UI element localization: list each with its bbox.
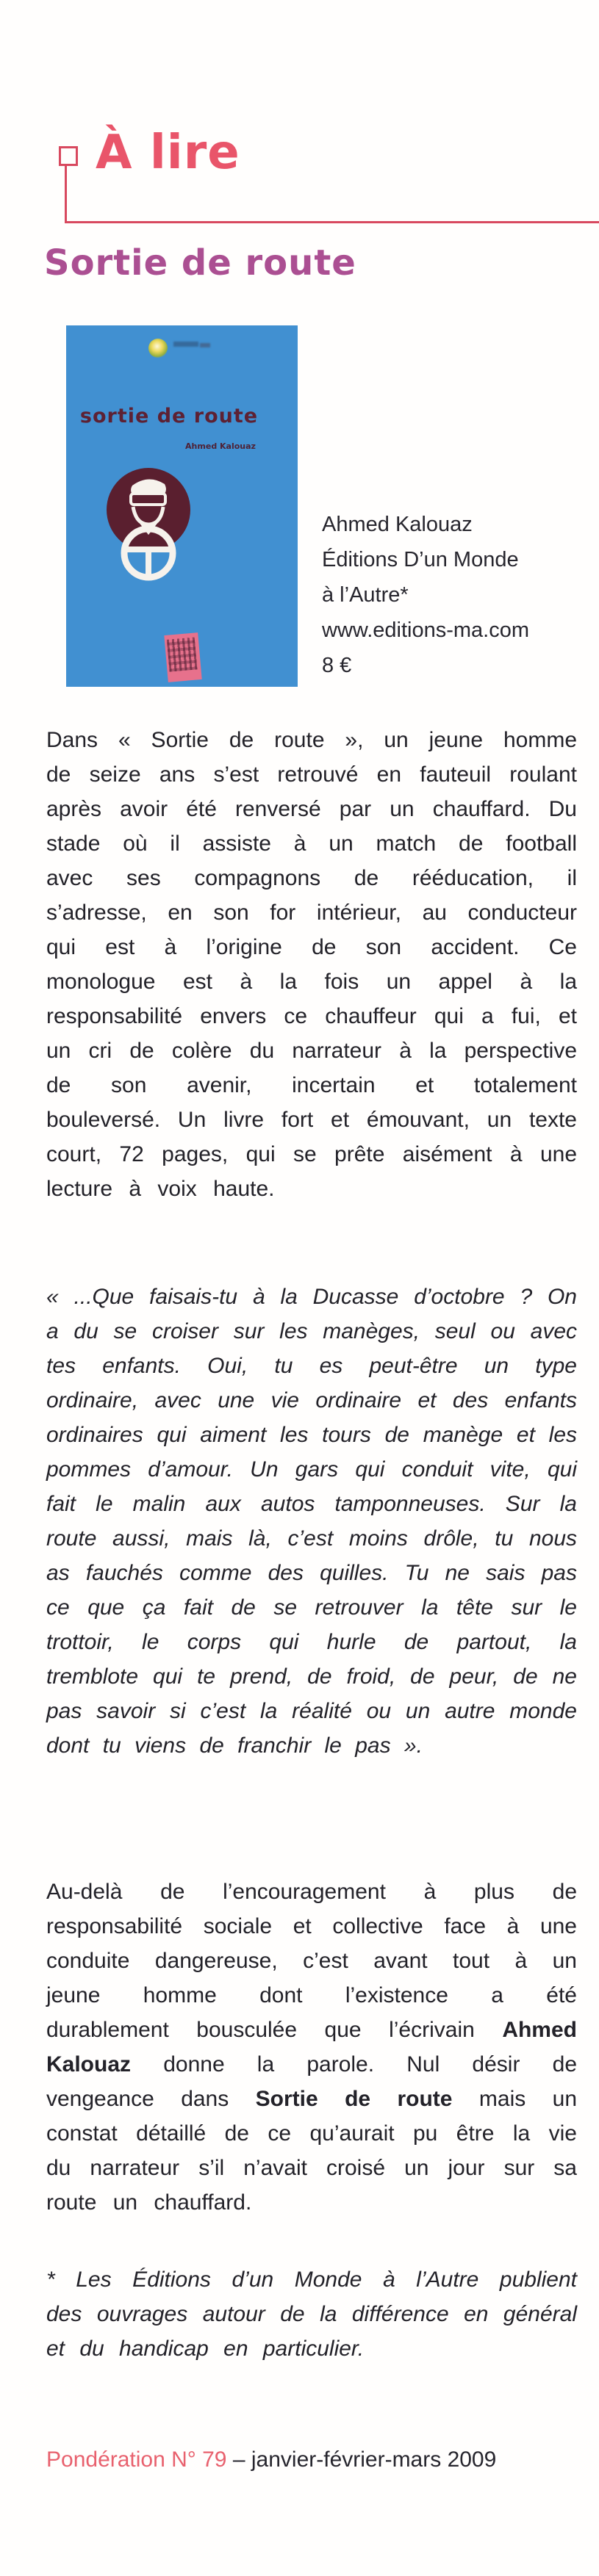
price-sticker: [164, 632, 201, 682]
book-quote-paragraph: « ...Que faisais-tu à la Ducasse d’octobre ? On a du se croiser sur les manèges, seul ou avec tes enfants. Oui, tu es peut-être un type ordinaire, avec une vie ordinaire et des enfants ordinaires qui aiment les tours de manège et les pommes d’amour. Un gars qui conduit vite, qui fait le malin aux autos tamponneuses. Sur la route aussi, mais là, c’est moins drôle, tu nous as fauchés comme des quilles. Tu ne sais pas ce que ça fait de se retrouver la tête sur le trottoir, le corps qui hurle de partout, la tremblote qui te prend, de froid, de peur, de ne pas savoir si c’est la réalité ou un autre monde dont tu viens de franchir le pas ».: [46, 1285, 577, 1758]
publisher-logo-icon: [148, 339, 168, 358]
book-author: Ahmed Kalouaz: [322, 513, 473, 536]
book-cover: [66, 325, 298, 687]
issue-date: – janvier-février-mars 2009: [232, 2447, 497, 2472]
header-vertical-rule: [65, 165, 67, 223]
book-info-block: [322, 507, 595, 683]
cover-author-name: Ahmed Kalouaz: [185, 441, 256, 451]
magazine-name: Pondération N° 79: [46, 2447, 227, 2472]
book-website: www.editions-ma.com: [322, 618, 530, 642]
review-paragraph-1: Dans « Sortie de route », un jeune homme de seize ans s’est retrouvé en fauteuil roulant après avoir été renversé par un chauffard. Du stade où il assiste à un match de football avec ses compagnons de rééducation, il s’adresse, en son for intérieur, au conducteur qui est à l’origine de son accident. Ce monologue est à la fois un appel à la responsabilité envers ce chauffeur qui a fui, et un cri de colère du narrateur à la perspective de son avenir, incertain et totalement bouleversé. Un livre fort et émouvant, un texte court, 72 pages, qui se prête aisément à une lecture à voix haute.: [46, 728, 577, 1201]
p3-text: donne la parole. Nul désir de vengeance dans: [46, 2052, 577, 2111]
p3-text: mais un constat détaillé de ce qu’aurait pu être la vie du narrateur s’il n’avait croisé un jour sur sa route un chauffard.: [46, 2087, 578, 2215]
book-publisher-line2: à l’Autre*: [322, 583, 409, 607]
header-horizontal-rule: [65, 221, 599, 223]
p3-author-bold: Ahmed Kalouaz: [46, 2018, 577, 2077]
cover-book-title: sortie de route: [79, 405, 259, 427]
logo-text-mark: [173, 342, 198, 347]
logo-text-mark: [200, 343, 210, 347]
publisher-footnote: * Les Éditions d’un Monde à l’Autre publient des ouvrages autour de la différence en général et du handicap en particulier.: [46, 2267, 577, 2361]
book-price: 8 €: [322, 654, 352, 677]
p3-title-bold: Sortie de route: [255, 2087, 453, 2111]
page-footer: [46, 2447, 496, 2473]
article-title: Sortie de route: [44, 242, 356, 284]
book-publisher-line1: Éditions D’un Monde: [322, 548, 519, 571]
header-square-decoration: [59, 146, 78, 166]
p3-text: Au-delà de l’encouragement à plus de responsabilité sociale et collective face à une conduite dangereuse, c’est avant tout à un jeune homme dont l’existence a été durablement bousculée que l’écrivain: [46, 1880, 577, 2042]
publisher-logo: [148, 337, 215, 359]
driver-steering-wheel-illustration: [101, 463, 197, 588]
sticker-print-marks: [167, 638, 198, 672]
review-paragraph-2: [46, 1875, 577, 2220]
section-title: À lire: [96, 126, 240, 180]
